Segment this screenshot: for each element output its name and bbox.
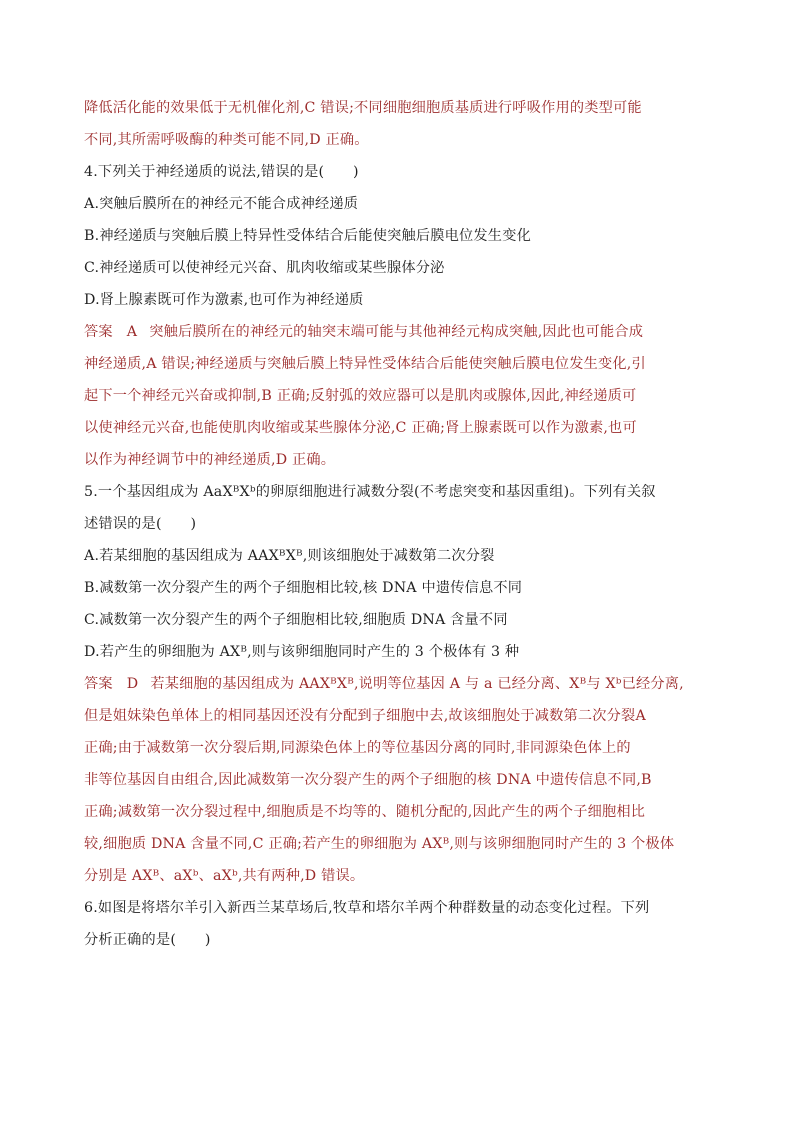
question-5-option-a: A.若某细胞的基因组成为 AAXᴮXᴮ,则该细胞处于减数第二次分裂 xyxy=(84,548,495,564)
question-4-answer-line-2: 神经递质,A 错误;神经递质与突触后膜上特异性受体结合后能使突触后膜电位发生变化,引 xyxy=(84,356,646,372)
answer-label: 答案 xyxy=(84,676,113,692)
question-5-stem-line-2: 述错误的是( ) xyxy=(84,516,197,532)
question-4-option-b: B.神经递质与突触后膜上特异性受体结合后能使突触后膜电位发生变化 xyxy=(84,228,531,244)
answer-text: 若某细胞的基因组成为 AAXᴮXᴮ,说明等位基因 A 与 a 已经分离、Xᴮ与 Xᵇ已经分离, xyxy=(150,676,684,692)
question-5-answer-line-7: 分别是 AXᴮ、aXᵇ、aXᵇ,共有两种,D 错误。 xyxy=(84,868,365,884)
question-4-answer-line-1 xyxy=(84,322,714,342)
question-4-answer-line-3: 起下一个神经元兴奋或抑制,B 正确;反射弧的效应器可以是肌肉或腺体,因此,神经递质可 xyxy=(84,388,637,404)
answer-text: 突触后膜所在的神经元的轴突末端可能与其他神经元构成突触,因此也可能合成 xyxy=(149,324,644,340)
q3-answer-continuation-line-2: 不同,其所需呼吸酶的种类可能不同,D 正确。 xyxy=(84,132,369,148)
question-4-option-c: C.神经递质可以使神经元兴奋、肌肉收缩或某些腺体分泌 xyxy=(84,260,445,276)
answer-label: 答案 xyxy=(84,324,113,340)
question-5-option-d: D.若产生的卵细胞为 AXᴮ,则与该卵细胞同时产生的 3 个极体有 3 种 xyxy=(84,644,520,660)
question-5-answer-line-2: 但是姐妹染色单体上的相同基因还没有分配到子细胞中去,故该细胞处于减数第二次分裂A xyxy=(84,708,646,724)
question-5-answer-line-1 xyxy=(84,674,714,694)
question-5-stem-line-1: 5.一个基因组成为 AaXᴮXᵇ的卵原细胞进行减数分裂(不考虑突变和基因重组)。下列有关叙 xyxy=(84,484,656,500)
question-5-option-b: B.减数第一次分裂产生的两个子细胞相比较,核 DNA 中遗传信息不同 xyxy=(84,580,523,596)
question-5-answer-line-5: 正确;减数第一次分裂过程中,细胞质是不均等的、随机分配的,因此产生的两个子细胞相比 xyxy=(84,804,646,820)
question-4-answer-line-4: 以使神经元兴奋,也能使肌肉收缩或某些腺体分泌,C 正确;肾上腺素既可以作为激素,也可 xyxy=(84,420,637,436)
answer-letter: A xyxy=(126,324,138,340)
question-4-option-d: D.肾上腺素既可作为激素,也可作为神经递质 xyxy=(84,292,364,308)
question-4-stem: 4.下列关于神经递质的说法,错误的是( ) xyxy=(84,164,359,180)
question-5-answer-line-4: 非等位基因自由组合,因此减数第一次分裂产生的两个子细胞的核 DNA 中遗传信息不同,B xyxy=(84,772,652,788)
question-5-option-c: C.减数第一次分裂产生的两个子细胞相比较,细胞质 DNA 含量不同 xyxy=(84,612,508,628)
question-5-answer-line-3: 正确;由于减数第一次分裂后期,同源染色体上的等位基因分离的同时,非同源染色体上的 xyxy=(84,740,631,756)
question-6-stem-line-2: 分析正确的是( ) xyxy=(84,932,211,948)
answer-letter: D xyxy=(126,676,139,692)
q3-answer-continuation-line-1: 降低活化能的效果低于无机催化剂,C 错误;不同细胞细胞质基质进行呼吸作用的类型可能 xyxy=(84,100,642,116)
question-6-stem-line-1: 6.如图是将塔尔羊引入新西兰某草场后,牧草和塔尔羊两个种群数量的动态变化过程。下列 xyxy=(84,900,650,916)
question-4-answer-line-5: 以作为神经调节中的神经递质,D 正确。 xyxy=(84,452,336,468)
question-4-option-a: A.突触后膜所在的神经元不能合成神经递质 xyxy=(84,196,359,212)
question-5-answer-line-6: 较,细胞质 DNA 含量不同,C 正确;若产生的卵细胞为 AXᴮ,则与该卵细胞同时产生的 3 个极体 xyxy=(84,836,675,852)
